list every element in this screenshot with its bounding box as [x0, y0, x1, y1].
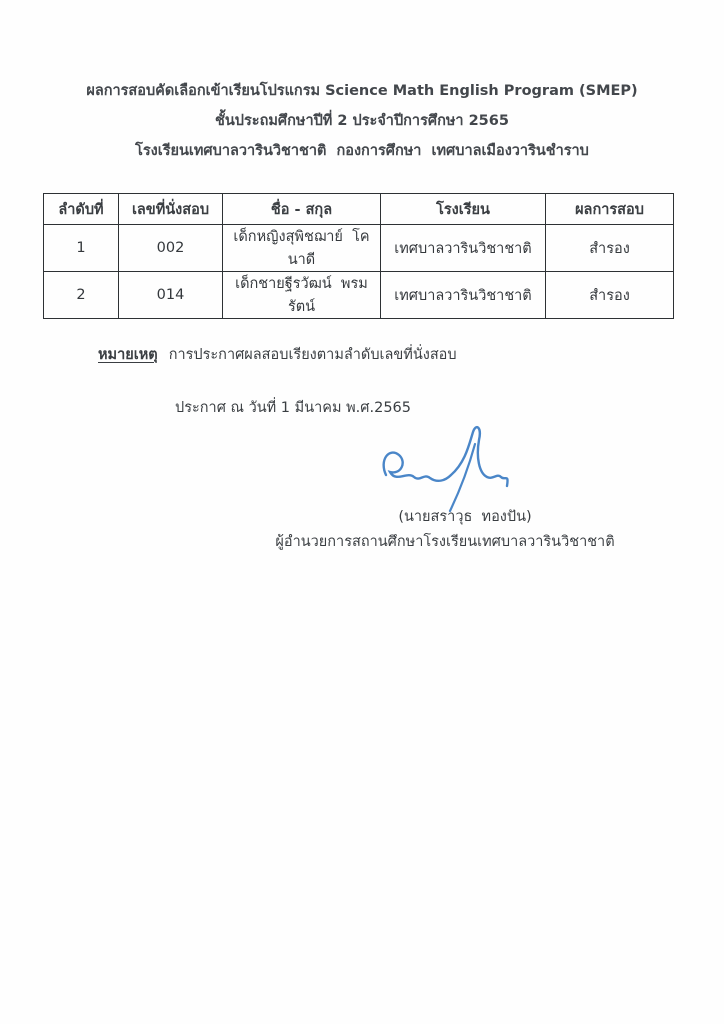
note — [98, 343, 457, 366]
cell-student-name: เด็กชายฐีรวัฒน์ พรมรัตน์ — [223, 272, 381, 319]
table-header-row — [44, 194, 674, 225]
note-label: หมายเหตุ — [98, 347, 158, 363]
signer-name: (นายสราวุธ ทองปัน) — [398, 509, 532, 525]
table-row — [44, 225, 674, 272]
cell-seat-number: 002 — [119, 225, 223, 272]
cell-student-name: เด็กหญิงสุพิชฌาย์ โคนาดี — [223, 225, 381, 272]
signer-position: ผู้อำนวยการสถานศึกษาโรงเรียนเทศบาลวารินวิชาชาติ — [275, 534, 615, 550]
note-text: การประกาศผลสอบเรียงตามลำดับเลขที่นั่งสอบ — [168, 347, 457, 363]
col-header-result: ผลการสอบ — [546, 194, 674, 225]
title-line-2: ชั้นประถมศึกษาปีที่ 2 ประจำปีการศึกษา 2565 — [215, 113, 509, 129]
col-header-school: โรงเรียน — [381, 194, 546, 225]
cell-school: เทศบาลวารินวิชาชาติ — [381, 225, 546, 272]
document-title — [0, 76, 724, 166]
announcement-date: ประกาศ ณ วันที่ 1 มีนาคม พ.ศ.2565 — [175, 400, 411, 416]
cell-result: สำรอง — [546, 225, 674, 272]
col-header-order: ลำดับที่ — [44, 194, 119, 225]
signature-handwriting — [376, 425, 524, 517]
cell-order: 1 — [44, 225, 119, 272]
col-header-seat-number: เลขที่นั่งสอบ — [119, 194, 223, 225]
cell-result: สำรอง — [546, 272, 674, 319]
title-line-1: ผลการสอบคัดเลือกเข้าเรียนโปรแกรม Science Math English Program (SMEP) — [86, 83, 638, 99]
col-header-name: ชื่อ - สกุล — [223, 194, 381, 225]
cell-seat-number: 014 — [119, 272, 223, 319]
table-row — [44, 272, 674, 319]
cell-order: 2 — [44, 272, 119, 319]
cell-school: เทศบาลวารินวิชาชาติ — [381, 272, 546, 319]
title-line-3: โรงเรียนเทศบาลวารินวิชาชาติ กองการศึกษา เทศบาลเมืองวารินชำราบ — [135, 143, 589, 159]
results-table — [43, 193, 674, 319]
